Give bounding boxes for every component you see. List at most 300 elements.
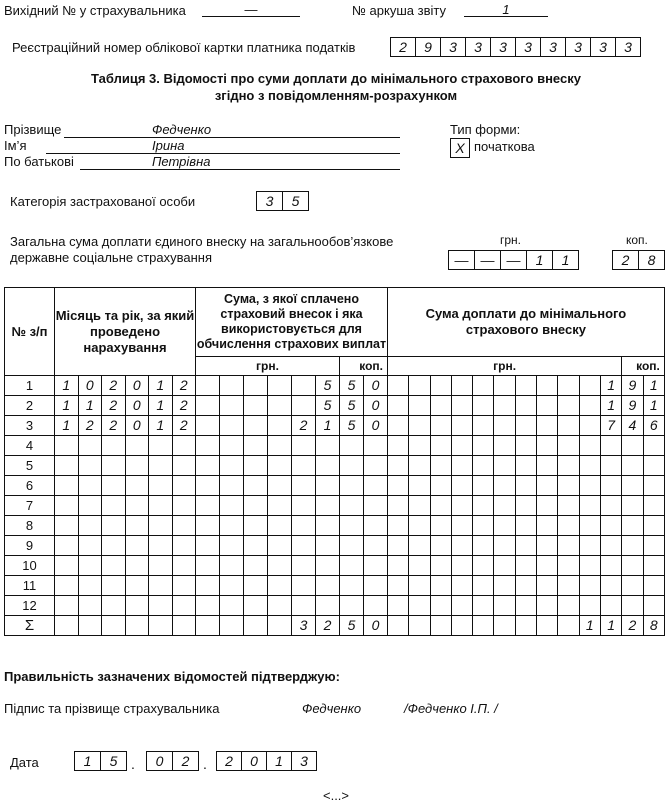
month-digit-cell[interactable] <box>125 556 149 576</box>
surcharge-digit-cell[interactable] <box>558 596 579 616</box>
base-digit-cell[interactable] <box>244 496 268 516</box>
surcharge-digit-cell[interactable] <box>388 596 409 616</box>
surcharge-digit-cell[interactable] <box>537 536 558 556</box>
surcharge-digit-cell[interactable] <box>409 536 430 556</box>
surcharge-digit-cell[interactable] <box>409 476 430 496</box>
surcharge-digit-cell[interactable] <box>409 496 430 516</box>
base-digit-cell[interactable] <box>244 576 268 596</box>
base-digit-cell[interactable] <box>244 476 268 496</box>
base-digit-cell[interactable] <box>244 596 268 616</box>
surcharge-digit-cell[interactable] <box>388 516 409 536</box>
surcharge-digit-cell[interactable] <box>430 376 451 396</box>
digit-box[interactable]: 5 <box>109 753 118 769</box>
surcharge-digit-cell[interactable] <box>515 396 536 416</box>
base-digit-cell[interactable] <box>316 516 340 536</box>
surcharge-digit-cell[interactable] <box>558 396 579 416</box>
base-digit-cell[interactable]: 5 <box>340 616 364 636</box>
surcharge-digit-cell[interactable] <box>451 516 472 536</box>
surcharge-digit-cell[interactable] <box>643 576 664 596</box>
base-digit-cell[interactable] <box>340 516 364 536</box>
month-digit-cell[interactable] <box>172 496 196 516</box>
surcharge-digit-cell[interactable] <box>537 476 558 496</box>
surcharge-digit-cell[interactable] <box>579 596 600 616</box>
base-digit-cell[interactable]: 5 <box>340 376 364 396</box>
base-digit-cell[interactable] <box>364 516 388 536</box>
base-digit-cell[interactable] <box>268 396 292 416</box>
base-digit-cell[interactable] <box>196 476 220 496</box>
surcharge-digit-cell[interactable] <box>537 596 558 616</box>
base-digit-cell[interactable] <box>316 576 340 596</box>
surcharge-digit-cell[interactable] <box>430 476 451 496</box>
surcharge-digit-cell[interactable] <box>515 416 536 436</box>
digit-box[interactable]: 2 <box>217 752 242 770</box>
month-digit-cell[interactable]: 2 <box>172 396 196 416</box>
surcharge-digit-cell[interactable] <box>643 596 664 616</box>
base-digit-cell[interactable] <box>220 576 244 596</box>
digit-box[interactable]: 3 <box>566 38 591 56</box>
base-digit-cell[interactable]: 5 <box>340 396 364 416</box>
surcharge-digit-cell[interactable]: 7 <box>600 416 621 436</box>
digit-box[interactable]: 3 <box>441 38 466 56</box>
surcharge-digit-cell[interactable] <box>494 536 515 556</box>
base-digit-cell[interactable] <box>244 396 268 416</box>
surcharge-digit-cell[interactable] <box>473 476 494 496</box>
month-digit-cell[interactable] <box>55 456 79 476</box>
month-digit-cell[interactable]: 0 <box>125 376 149 396</box>
base-digit-cell[interactable] <box>316 596 340 616</box>
surcharge-digit-cell[interactable] <box>388 536 409 556</box>
month-digit-cell[interactable] <box>78 536 102 556</box>
month-digit-cell[interactable] <box>78 556 102 576</box>
month-digit-cell[interactable] <box>78 476 102 496</box>
surcharge-digit-cell[interactable] <box>388 476 409 496</box>
digit-box[interactable]: 1 <box>527 251 553 269</box>
surcharge-digit-cell[interactable] <box>494 556 515 576</box>
surcharge-digit-cell[interactable] <box>515 576 536 596</box>
surcharge-digit-cell[interactable] <box>622 436 643 456</box>
base-digit-cell[interactable] <box>196 456 220 476</box>
month-digit-cell[interactable] <box>102 556 126 576</box>
surcharge-digit-cell[interactable] <box>579 576 600 596</box>
surcharge-digit-cell[interactable] <box>622 596 643 616</box>
base-digit-cell[interactable] <box>268 436 292 456</box>
surcharge-digit-cell[interactable] <box>494 576 515 596</box>
month-digit-cell[interactable]: 1 <box>55 376 79 396</box>
base-digit-cell[interactable] <box>244 516 268 536</box>
form-type-checkbox[interactable]: X <box>450 138 470 158</box>
surcharge-digit-cell[interactable] <box>430 556 451 576</box>
surcharge-digit-cell[interactable] <box>600 516 621 536</box>
month-digit-cell[interactable]: 2 <box>102 376 126 396</box>
base-digit-cell[interactable] <box>316 436 340 456</box>
surcharge-digit-cell[interactable] <box>643 456 664 476</box>
surcharge-digit-cell[interactable] <box>388 616 409 636</box>
base-digit-cell[interactable] <box>196 436 220 456</box>
digit-box[interactable]: — <box>501 251 527 269</box>
surcharge-digit-cell[interactable] <box>579 536 600 556</box>
surcharge-digit-cell[interactable] <box>388 556 409 576</box>
month-digit-cell[interactable] <box>55 516 79 536</box>
surcharge-digit-cell[interactable] <box>537 576 558 596</box>
base-digit-cell[interactable] <box>196 376 220 396</box>
base-digit-cell[interactable] <box>364 496 388 516</box>
surcharge-digit-cell[interactable] <box>622 536 643 556</box>
month-digit-cell[interactable]: 2 <box>102 396 126 416</box>
surcharge-digit-cell[interactable] <box>622 576 643 596</box>
base-digit-cell[interactable]: 0 <box>364 616 388 636</box>
surcharge-digit-cell[interactable] <box>409 616 430 636</box>
month-digit-cell[interactable] <box>78 596 102 616</box>
base-digit-cell[interactable] <box>292 476 316 496</box>
surcharge-digit-cell[interactable] <box>600 436 621 456</box>
base-digit-cell[interactable] <box>268 416 292 436</box>
base-digit-cell[interactable]: 5 <box>340 416 364 436</box>
base-digit-cell[interactable] <box>340 556 364 576</box>
month-digit-cell[interactable] <box>102 516 126 536</box>
month-digit-cell[interactable]: 1 <box>149 396 173 416</box>
month-digit-cell[interactable] <box>125 516 149 536</box>
month-digit-cell[interactable] <box>172 536 196 556</box>
surcharge-digit-cell[interactable] <box>600 496 621 516</box>
surcharge-digit-cell[interactable] <box>494 496 515 516</box>
month-digit-cell[interactable] <box>149 436 173 456</box>
base-digit-cell[interactable] <box>220 376 244 396</box>
month-digit-cell[interactable] <box>102 596 126 616</box>
base-digit-cell[interactable] <box>340 536 364 556</box>
month-digit-cell[interactable] <box>78 456 102 476</box>
month-digit-cell[interactable] <box>55 496 79 516</box>
surcharge-digit-cell[interactable] <box>537 456 558 476</box>
surcharge-digit-cell[interactable] <box>537 616 558 636</box>
digit-box[interactable]: 1 <box>267 752 292 770</box>
month-digit-cell[interactable] <box>125 536 149 556</box>
surcharge-digit-cell[interactable] <box>515 596 536 616</box>
surcharge-digit-cell[interactable] <box>537 516 558 536</box>
base-digit-cell[interactable] <box>196 416 220 436</box>
surcharge-digit-cell[interactable] <box>388 496 409 516</box>
surcharge-digit-cell[interactable] <box>430 536 451 556</box>
base-digit-cell[interactable] <box>292 576 316 596</box>
surcharge-digit-cell[interactable] <box>558 616 579 636</box>
base-digit-cell[interactable]: 2 <box>292 416 316 436</box>
surcharge-digit-cell[interactable] <box>473 396 494 416</box>
base-digit-cell[interactable] <box>196 556 220 576</box>
surcharge-digit-cell[interactable] <box>473 416 494 436</box>
surcharge-digit-cell[interactable] <box>600 596 621 616</box>
base-digit-cell[interactable] <box>268 556 292 576</box>
month-digit-cell[interactable] <box>55 556 79 576</box>
surcharge-digit-cell[interactable] <box>600 476 621 496</box>
month-digit-cell[interactable] <box>172 596 196 616</box>
base-digit-cell[interactable] <box>340 476 364 496</box>
base-digit-cell[interactable]: 5 <box>316 376 340 396</box>
month-digit-cell[interactable]: 1 <box>78 396 102 416</box>
surcharge-digit-cell[interactable] <box>600 456 621 476</box>
base-digit-cell[interactable] <box>196 396 220 416</box>
base-digit-cell[interactable] <box>364 596 388 616</box>
base-digit-cell[interactable] <box>196 496 220 516</box>
month-digit-cell[interactable] <box>125 436 149 456</box>
surcharge-digit-cell[interactable] <box>515 536 536 556</box>
base-digit-cell[interactable] <box>292 516 316 536</box>
base-digit-cell[interactable] <box>316 456 340 476</box>
month-digit-cell[interactable] <box>149 476 173 496</box>
surcharge-digit-cell[interactable] <box>409 376 430 396</box>
month-digit-cell[interactable] <box>172 476 196 496</box>
surcharge-digit-cell[interactable] <box>409 516 430 536</box>
base-digit-cell[interactable] <box>340 496 364 516</box>
surcharge-digit-cell[interactable] <box>515 496 536 516</box>
base-digit-cell[interactable] <box>220 596 244 616</box>
surcharge-digit-cell[interactable] <box>451 536 472 556</box>
surcharge-digit-cell[interactable] <box>643 516 664 536</box>
surcharge-digit-cell[interactable] <box>473 616 494 636</box>
surcharge-digit-cell[interactable] <box>622 456 643 476</box>
base-digit-cell[interactable] <box>340 456 364 476</box>
surcharge-digit-cell[interactable] <box>388 376 409 396</box>
surcharge-digit-cell[interactable] <box>388 416 409 436</box>
surcharge-digit-cell[interactable] <box>537 436 558 456</box>
month-digit-cell[interactable] <box>78 516 102 536</box>
surcharge-digit-cell[interactable] <box>579 476 600 496</box>
surcharge-digit-cell[interactable] <box>451 416 472 436</box>
surcharge-digit-cell[interactable] <box>515 616 536 636</box>
surcharge-digit-cell[interactable] <box>558 496 579 516</box>
surcharge-digit-cell[interactable]: 9 <box>622 376 643 396</box>
surcharge-digit-cell[interactable] <box>430 436 451 456</box>
digit-box[interactable]: 3 <box>624 39 632 55</box>
month-digit-cell[interactable]: 0 <box>125 416 149 436</box>
surcharge-digit-cell[interactable] <box>409 576 430 596</box>
digit-box[interactable]: — <box>449 251 475 269</box>
surcharge-digit-cell[interactable] <box>579 496 600 516</box>
month-digit-cell[interactable] <box>78 576 102 596</box>
surcharge-digit-cell[interactable] <box>494 376 515 396</box>
digit-box[interactable]: 3 <box>466 38 491 56</box>
digit-box[interactable]: 5 <box>291 193 300 209</box>
surcharge-digit-cell[interactable] <box>409 416 430 436</box>
surcharge-digit-cell[interactable]: 4 <box>622 416 643 436</box>
base-digit-cell[interactable] <box>364 456 388 476</box>
surcharge-digit-cell[interactable]: 8 <box>643 616 664 636</box>
surcharge-digit-cell[interactable] <box>430 496 451 516</box>
base-digit-cell[interactable] <box>364 556 388 576</box>
base-digit-cell[interactable] <box>292 536 316 556</box>
surcharge-digit-cell[interactable] <box>430 516 451 536</box>
month-digit-cell[interactable]: 0 <box>125 396 149 416</box>
base-digit-cell[interactable] <box>292 556 316 576</box>
digit-box[interactable]: 0 <box>242 752 267 770</box>
surcharge-digit-cell[interactable] <box>451 616 472 636</box>
base-digit-cell[interactable] <box>244 416 268 436</box>
month-digit-cell[interactable] <box>172 436 196 456</box>
base-digit-cell[interactable] <box>220 476 244 496</box>
month-digit-cell[interactable] <box>55 436 79 456</box>
base-digit-cell[interactable] <box>364 476 388 496</box>
surcharge-digit-cell[interactable]: 6 <box>643 416 664 436</box>
surcharge-digit-cell[interactable] <box>558 536 579 556</box>
surcharge-digit-cell[interactable] <box>643 556 664 576</box>
surcharge-digit-cell[interactable] <box>579 376 600 396</box>
month-digit-cell[interactable] <box>125 576 149 596</box>
base-digit-cell[interactable] <box>340 436 364 456</box>
surcharge-digit-cell[interactable] <box>643 496 664 516</box>
month-digit-cell[interactable] <box>149 496 173 516</box>
surcharge-digit-cell[interactable] <box>409 436 430 456</box>
surcharge-digit-cell[interactable] <box>558 376 579 396</box>
base-digit-cell[interactable] <box>268 476 292 496</box>
base-digit-cell[interactable] <box>244 456 268 476</box>
surcharge-digit-cell[interactable] <box>558 556 579 576</box>
base-digit-cell[interactable] <box>364 536 388 556</box>
month-digit-cell[interactable] <box>149 536 173 556</box>
surcharge-digit-cell[interactable] <box>430 576 451 596</box>
digit-box[interactable]: 1 <box>75 752 101 770</box>
base-digit-cell[interactable] <box>364 576 388 596</box>
month-digit-cell[interactable]: 2 <box>172 376 196 396</box>
surcharge-digit-cell[interactable] <box>388 456 409 476</box>
base-digit-cell[interactable]: 0 <box>364 396 388 416</box>
surcharge-digit-cell[interactable] <box>494 416 515 436</box>
month-digit-cell[interactable] <box>102 496 126 516</box>
base-digit-cell[interactable] <box>364 436 388 456</box>
digit-box[interactable]: 9 <box>416 38 441 56</box>
surcharge-digit-cell[interactable] <box>409 556 430 576</box>
base-digit-cell[interactable] <box>340 576 364 596</box>
base-digit-cell[interactable] <box>292 596 316 616</box>
month-digit-cell[interactable] <box>78 616 102 636</box>
surcharge-digit-cell[interactable] <box>515 456 536 476</box>
month-digit-cell[interactable] <box>172 516 196 536</box>
surcharge-digit-cell[interactable] <box>515 376 536 396</box>
base-digit-cell[interactable]: 5 <box>316 396 340 416</box>
base-digit-cell[interactable] <box>244 436 268 456</box>
surcharge-digit-cell[interactable] <box>494 516 515 536</box>
month-digit-cell[interactable] <box>149 456 173 476</box>
surcharge-digit-cell[interactable] <box>451 456 472 476</box>
base-digit-cell[interactable] <box>268 536 292 556</box>
base-digit-cell[interactable]: 2 <box>316 616 340 636</box>
month-digit-cell[interactable] <box>55 616 79 636</box>
surcharge-digit-cell[interactable] <box>409 456 430 476</box>
month-digit-cell[interactable]: 2 <box>172 416 196 436</box>
month-digit-cell[interactable] <box>78 436 102 456</box>
base-digit-cell[interactable] <box>268 616 292 636</box>
surcharge-digit-cell[interactable] <box>473 376 494 396</box>
base-digit-cell[interactable] <box>268 576 292 596</box>
surcharge-digit-cell[interactable] <box>537 416 558 436</box>
surcharge-digit-cell[interactable] <box>430 616 451 636</box>
base-digit-cell[interactable] <box>220 416 244 436</box>
surcharge-digit-cell[interactable] <box>473 556 494 576</box>
surcharge-digit-cell[interactable]: 9 <box>622 396 643 416</box>
month-digit-cell[interactable] <box>125 456 149 476</box>
surcharge-digit-cell[interactable] <box>430 456 451 476</box>
base-digit-cell[interactable] <box>220 556 244 576</box>
surcharge-digit-cell[interactable] <box>451 396 472 416</box>
surcharge-digit-cell[interactable] <box>558 436 579 456</box>
surcharge-digit-cell[interactable] <box>579 556 600 576</box>
surcharge-digit-cell[interactable] <box>451 576 472 596</box>
surcharge-digit-cell[interactable] <box>537 376 558 396</box>
base-digit-cell[interactable] <box>268 496 292 516</box>
surcharge-digit-cell[interactable] <box>643 436 664 456</box>
month-digit-cell[interactable]: 2 <box>102 416 126 436</box>
month-digit-cell[interactable] <box>102 436 126 456</box>
digit-box[interactable]: 2 <box>181 753 190 769</box>
surcharge-digit-cell[interactable] <box>579 456 600 476</box>
base-digit-cell[interactable]: 0 <box>364 416 388 436</box>
surcharge-digit-cell[interactable] <box>622 516 643 536</box>
surcharge-digit-cell[interactable] <box>494 476 515 496</box>
surcharge-digit-cell[interactable] <box>451 596 472 616</box>
digit-box[interactable]: 3 <box>257 192 283 210</box>
surcharge-digit-cell[interactable] <box>515 556 536 576</box>
surcharge-digit-cell[interactable] <box>494 596 515 616</box>
surcharge-digit-cell[interactable] <box>579 396 600 416</box>
surcharge-digit-cell[interactable] <box>558 516 579 536</box>
base-digit-cell[interactable] <box>268 376 292 396</box>
month-digit-cell[interactable] <box>125 476 149 496</box>
surcharge-digit-cell[interactable] <box>515 436 536 456</box>
digit-box[interactable]: 3 <box>516 38 541 56</box>
surcharge-digit-cell[interactable]: 1 <box>643 396 664 416</box>
month-digit-cell[interactable]: 1 <box>149 416 173 436</box>
base-digit-cell[interactable] <box>244 616 268 636</box>
base-digit-cell[interactable] <box>340 596 364 616</box>
month-digit-cell[interactable] <box>125 596 149 616</box>
surcharge-digit-cell[interactable] <box>388 576 409 596</box>
base-digit-cell[interactable] <box>220 456 244 476</box>
surcharge-digit-cell[interactable]: 1 <box>600 396 621 416</box>
surcharge-digit-cell[interactable] <box>494 616 515 636</box>
base-digit-cell[interactable] <box>244 536 268 556</box>
month-digit-cell[interactable] <box>55 596 79 616</box>
surcharge-digit-cell[interactable] <box>515 516 536 536</box>
month-digit-cell[interactable]: 2 <box>78 416 102 436</box>
surcharge-digit-cell[interactable] <box>473 436 494 456</box>
surcharge-digit-cell[interactable] <box>494 396 515 416</box>
surcharge-digit-cell[interactable]: 2 <box>622 616 643 636</box>
base-digit-cell[interactable] <box>220 516 244 536</box>
surcharge-digit-cell[interactable] <box>537 556 558 576</box>
month-digit-cell[interactable] <box>125 496 149 516</box>
surcharge-digit-cell[interactable] <box>579 436 600 456</box>
base-digit-cell[interactable] <box>316 496 340 516</box>
base-digit-cell[interactable] <box>220 536 244 556</box>
surcharge-digit-cell[interactable] <box>388 436 409 456</box>
surcharge-digit-cell[interactable]: 1 <box>579 616 600 636</box>
digit-box[interactable]: 3 <box>300 753 308 769</box>
surcharge-digit-cell[interactable] <box>451 436 472 456</box>
surcharge-digit-cell[interactable] <box>600 556 621 576</box>
base-digit-cell[interactable] <box>268 456 292 476</box>
surcharge-digit-cell[interactable] <box>600 536 621 556</box>
month-digit-cell[interactable]: 1 <box>149 376 173 396</box>
base-digit-cell[interactable]: 1 <box>316 416 340 436</box>
surcharge-digit-cell[interactable] <box>430 596 451 616</box>
base-digit-cell[interactable]: 0 <box>364 376 388 396</box>
month-digit-cell[interactable] <box>102 476 126 496</box>
month-digit-cell[interactable] <box>149 556 173 576</box>
month-digit-cell[interactable] <box>102 536 126 556</box>
base-digit-cell[interactable]: 3 <box>292 616 316 636</box>
month-digit-cell[interactable] <box>149 516 173 536</box>
surcharge-digit-cell[interactable] <box>473 496 494 516</box>
month-digit-cell[interactable] <box>149 576 173 596</box>
surcharge-digit-cell[interactable] <box>643 476 664 496</box>
digit-box[interactable]: 3 <box>591 38 616 56</box>
